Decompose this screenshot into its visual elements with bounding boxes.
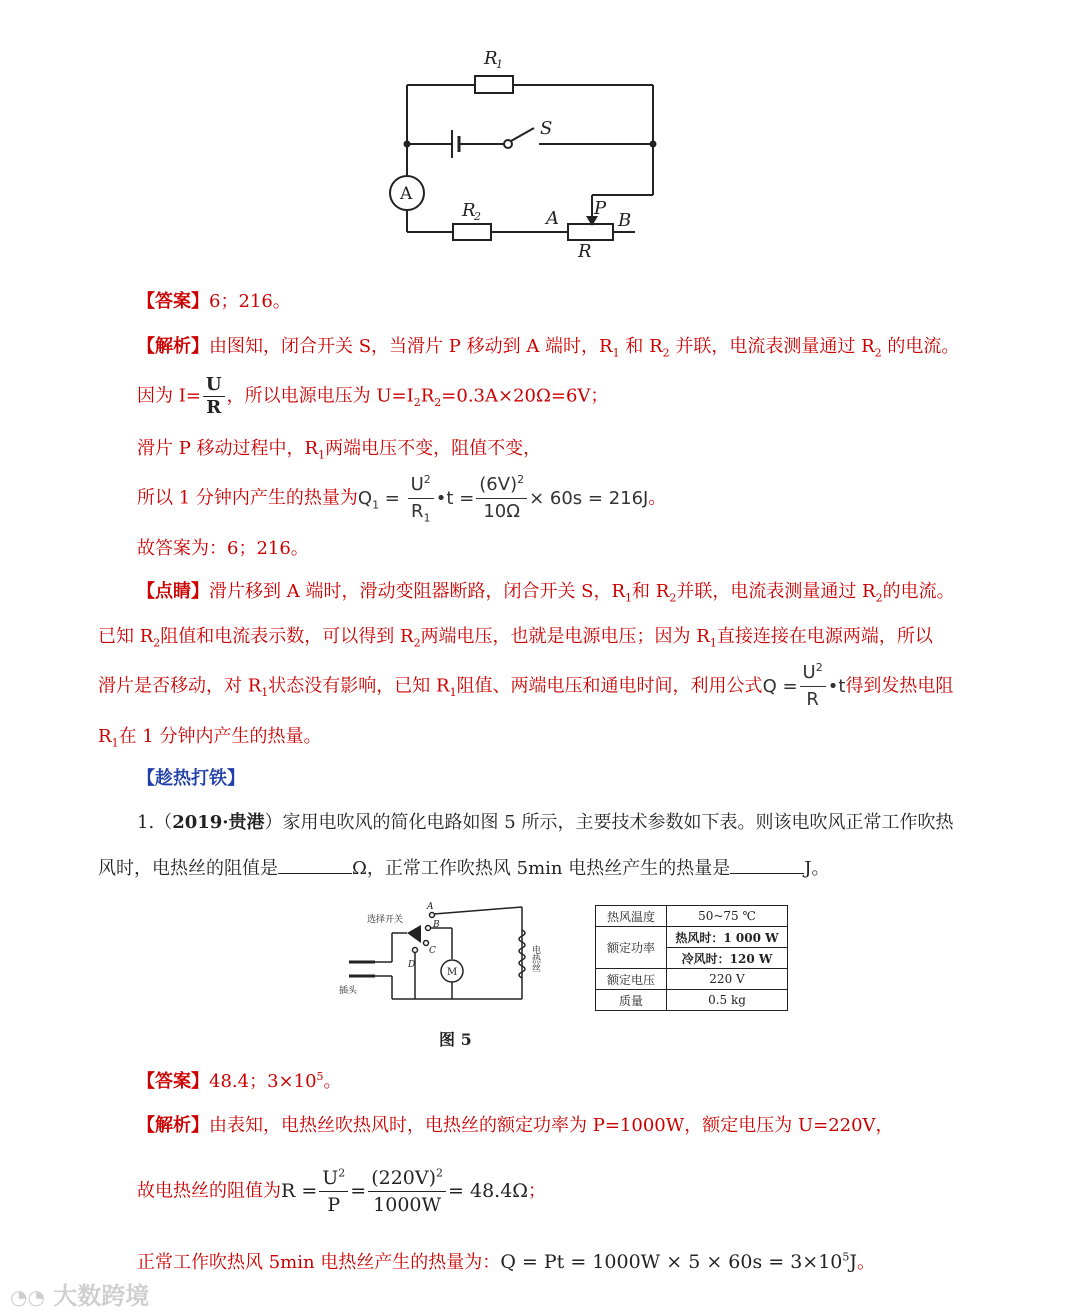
analysis-1-line-1: 【解析】由图知，闭合开关 S，当滑片 P 移动到 A 端时，$R_1$ 和 $R_2$ 并联，电流表测量通过 $R_2$ 的电流。 <box>137 336 960 360</box>
blank-heat[interactable] <box>730 855 804 874</box>
section-title: 【趁热打铁】 <box>137 768 245 789</box>
point-1-line-1: 【点睛】滑片移到 A 端时，滑动变阻器断路，闭合开关 S，$R_1$和 $R_2$并联，电流表测量通过 $R_2$的电流。 <box>137 581 955 605</box>
spec-voltage-value: 220 V <box>667 969 788 990</box>
figure-5-circuit <box>335 895 575 1030</box>
spec-power-label: 额定功率 <box>596 927 667 969</box>
label-r: R <box>578 241 592 262</box>
label-r2-sub: 2 <box>474 210 481 223</box>
fig5-switch-label: 选择开关 <box>367 915 404 925</box>
fig5-label-a: A <box>427 902 434 912</box>
analysis-2-line-1: 【解析】由表知，电热丝吹热风时，电热丝的额定功率为 P=1000W，额定电压为 U=220V， <box>137 1115 894 1136</box>
answer-2: 【答案】48.4；$3\times 10^5$。 <box>137 1070 342 1092</box>
watermark-logo-icon: ◔◔ <box>10 1285 45 1309</box>
spec-mass-label: 质量 <box>596 990 667 1011</box>
point-1-line-3: 滑片是否移动，对 $R_1$状态没有影响，已知 $R_1$阻值、两端电压和通电时间，利用公式Q = $\frac{U^2}{R}$ •t得到发热电阻 <box>98 660 953 713</box>
analysis-1-line-3: 滑片 P 移动过程中，$R_1$两端电压不变，阻值不变， <box>137 438 542 462</box>
fig5-heater-label: 电热丝 <box>530 945 540 972</box>
fig5-motor-label: M <box>447 967 458 978</box>
figure-5-spec-table <box>595 905 788 1011</box>
label-a: A <box>546 208 559 229</box>
label-r1: R <box>484 48 498 69</box>
fig5-label-d: D <box>408 960 416 970</box>
analysis-1-line-2: 因为 I= $\frac{U}{R}$ ，所以电源电压为 $U=I_2R_2=0.3A\times 20\Omega=6V$； <box>137 374 609 418</box>
answer-1: 【答案】6；216。 <box>137 291 291 312</box>
circuit-diagram-1 <box>380 40 680 265</box>
label-r2: R <box>462 200 476 221</box>
fig5-label-b: B <box>433 920 440 930</box>
analysis-2-line-2: 故电热丝的阻值为R = $\frac{U^2}{P}$ = $\frac{(220V)^2}{1000W}$ = 48.4Ω； <box>137 1166 547 1216</box>
question-1-line-2: 风时，电热丝的阻值是 Ω，正常工作吹热风 5min 电热丝产生的热量是 J。 <box>98 855 829 881</box>
fig5-plug-label: 插头 <box>339 986 358 996</box>
figure-5-caption: 图 5 <box>439 1030 472 1049</box>
spec-mass-value: 0.5 kg <box>667 990 788 1011</box>
spec-power-hot: 热风时：1 000 W <box>667 927 788 948</box>
ammeter-label: A <box>400 184 413 204</box>
analysis-1-line-5: 故答案为：6；216。 <box>137 538 309 559</box>
heat-formula-general: Q = $\frac{U^2}{R}$ •t <box>763 676 846 697</box>
label-p: P <box>594 198 607 219</box>
fraction-u-over-r: $\frac{U}{R}$ <box>203 374 225 419</box>
heat-formula-1: $Q_1$ = $\frac{U^2}{R_1}$ •t = $\frac{(6V)^2}{10\Omega}$ × 60s = 216J <box>357 473 649 525</box>
fig5-label-c: C <box>429 946 436 956</box>
label-switch-s: S <box>540 118 553 139</box>
watermark: ◔◔ 大数跨境 <box>10 1282 150 1310</box>
spec-temp-value: 50~75 ℃ <box>667 906 788 927</box>
analysis-2-line-3: 正常工作吹热风 5min 电热丝产生的热量为：$Q = Pt = 1000W \times 5 \times 60s = 3\times 10^5J$。 <box>137 1250 876 1273</box>
label-b: B <box>618 210 632 231</box>
analysis-1-line-4: 所以 1 分钟内产生的热量为$Q_1$ = $\frac{U^2}{R_1}$ •t = $\frac{(6V)^2}{10\Omega}$ × 60s = 216J。 <box>137 473 667 525</box>
point-1-line-2: 已知 $R_2$阻值和电流表示数，可以得到 $R_2$两端电压，也就是电源电压；因为 $R_1$直接连接在电源两端，所以 <box>98 626 933 650</box>
resistance-formula: R = $\frac{U^2}{P}$ = $\frac{(220V)^2}{1000W}$ = 48.4Ω <box>281 1166 529 1216</box>
label-r1-sub: 1 <box>496 58 503 71</box>
heat-formula-2: $Q = Pt = 1000W \times 5 \times 60s = 3\times 10^5J$ <box>500 1250 858 1273</box>
blank-resistance[interactable] <box>278 855 352 874</box>
question-1-line-1: 1.（2019·贵港）家用电吹风的简化电路如图 5 所示，主要技术参数如下表。则该电吹风正常工作吹热 <box>137 812 954 833</box>
spec-temp-label: 热风温度 <box>596 906 667 927</box>
spec-voltage-label: 额定电压 <box>596 969 667 990</box>
point-1-line-4: $R_1$在 1 分钟内产生的热量。 <box>98 726 322 750</box>
spec-power-cold: 冷风时：120 W <box>667 948 788 969</box>
